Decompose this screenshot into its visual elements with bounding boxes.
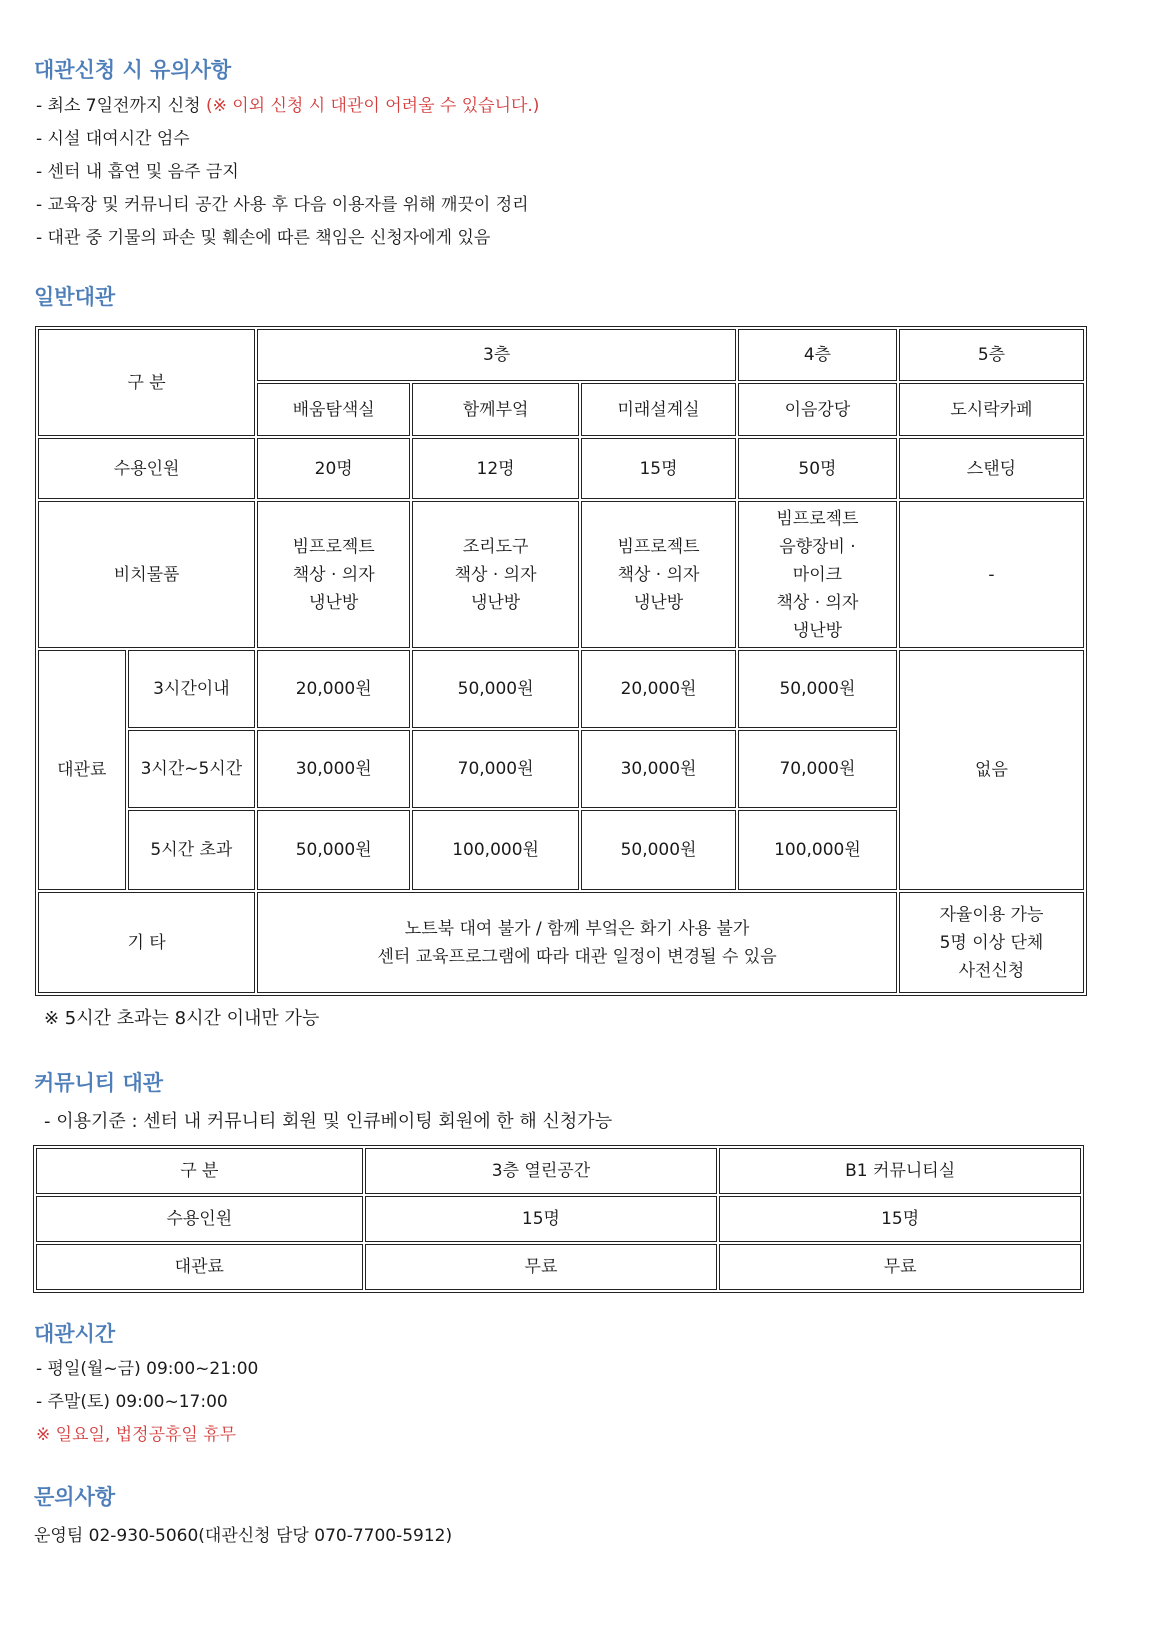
community-cell: 15명 [719, 1196, 1081, 1242]
equipment-cell: 빔프로젝트 책상 · 의자 냉난방 [257, 501, 410, 648]
etc-cafe: 자율이용 가능 5명 이상 단체 사전신청 [899, 892, 1084, 993]
hours-item: - 평일(월~금) 09:00~21:00 [36, 1359, 259, 1379]
header-floor-3: 3층 [257, 329, 736, 381]
room-name: 함께부엌 [412, 383, 579, 436]
equipment-cell: - [899, 501, 1084, 648]
capacity-value: 15명 [581, 438, 736, 499]
fee-cafe: 없음 [899, 650, 1084, 890]
community-cell: 대관료 [36, 1244, 363, 1290]
capacity-value: 20명 [257, 438, 410, 499]
notice-item: - 교육장 및 커뮤니티 공간 사용 후 다음 이용자를 위해 깨끗이 정리 [36, 195, 529, 215]
fee-value: 20,000원 [257, 650, 410, 728]
community-cell: 수용인원 [36, 1196, 363, 1242]
room-name: 이음강당 [738, 383, 897, 436]
notice-list [36, 90, 539, 255]
fee-value: 30,000원 [257, 730, 410, 808]
community-rental-table [33, 1145, 1084, 1293]
notice-item: - 대관 중 기물의 파손 및 훼손에 따른 책임은 신청자에게 있음 [36, 228, 491, 248]
community-cell: 무료 [365, 1244, 718, 1290]
notice-item: - 센터 내 흡연 및 음주 금지 [36, 162, 239, 182]
community-cell: 15명 [365, 1196, 718, 1242]
general-rental-table [35, 326, 1087, 996]
section-title-inquiry: 문의사항 [34, 1485, 116, 1509]
fee-duration: 3시간~5시간 [128, 730, 256, 808]
fee-value: 100,000원 [412, 810, 579, 890]
capacity-value: 50명 [738, 438, 897, 499]
fee-value: 20,000원 [581, 650, 736, 728]
community-header: B1 커뮤니티실 [719, 1148, 1081, 1194]
fee-value: 50,000원 [581, 810, 736, 890]
etc-text: 노트북 대여 불가 / 함께 부엌은 화기 사용 불가 센터 교육프로그램에 따라 대관 일정이 변경될 수 있음 [257, 892, 897, 993]
equipment-cell: 조리도구 책상 · 의자 냉난방 [412, 501, 579, 648]
equipment-cell: 빔프로젝트 음향장비 · 마이크 책상 · 의자 냉난방 [738, 501, 897, 648]
capacity-label: 수용인원 [38, 438, 255, 499]
fee-value: 70,000원 [412, 730, 579, 808]
fee-duration: 5시간 초과 [128, 810, 256, 890]
inquiry-contact: 운영팀 02-930-5060(대관신청 담당 070-7700-5912) [34, 1526, 453, 1546]
etc-label: 기 타 [38, 892, 255, 993]
overtime-note: ※ 5시간 초과는 8시간 이내만 가능 [44, 1008, 320, 1029]
equipment-label: 비치물품 [38, 501, 255, 648]
holiday-note: ※ 일요일, 법정공휴일 휴무 [36, 1425, 237, 1445]
fee-value: 70,000원 [738, 730, 897, 808]
room-name: 미래설계실 [581, 383, 736, 436]
notice-item: - 시설 대여시간 엄수 [36, 129, 190, 149]
header-floor-4: 4층 [738, 329, 897, 381]
capacity-value: 스탠딩 [899, 438, 1084, 499]
equipment-cell: 빔프로젝트 책상 · 의자 냉난방 [581, 501, 736, 648]
community-header: 구 분 [36, 1148, 363, 1194]
fee-duration: 3시간이내 [128, 650, 256, 728]
section-title-general-rental: 일반대관 [34, 285, 116, 309]
hours-list [36, 1353, 258, 1452]
section-title-community-rental: 커뮤니티 대관 [34, 1071, 164, 1095]
capacity-value: 12명 [412, 438, 579, 499]
fee-label: 대관료 [38, 650, 126, 890]
community-criteria: - 이용기준 : 센터 내 커뮤니티 회원 및 인큐베이팅 회원에 한 해 신청가능 [44, 1111, 613, 1132]
room-name: 배움탐색실 [257, 383, 410, 436]
notice-item: - 최소 7일전까지 신청 (※ 이외 신청 시 대관이 어려울 수 있습니다.) [36, 96, 540, 116]
community-cell: 무료 [719, 1244, 1081, 1290]
header-gubun: 구 분 [38, 329, 255, 436]
hours-item: - 주말(토) 09:00~17:00 [36, 1392, 228, 1412]
fee-value: 50,000원 [412, 650, 579, 728]
fee-value: 100,000원 [738, 810, 897, 890]
community-header: 3층 열린공간 [365, 1148, 718, 1194]
fee-value: 50,000원 [257, 810, 410, 890]
header-floor-5: 5층 [899, 329, 1084, 381]
room-name: 도시락카페 [899, 383, 1084, 436]
fee-value: 30,000원 [581, 730, 736, 808]
fee-value: 50,000원 [738, 650, 897, 728]
section-title-notice: 대관신청 시 유의사항 [34, 58, 232, 82]
section-title-rental-hours: 대관시간 [34, 1322, 116, 1346]
